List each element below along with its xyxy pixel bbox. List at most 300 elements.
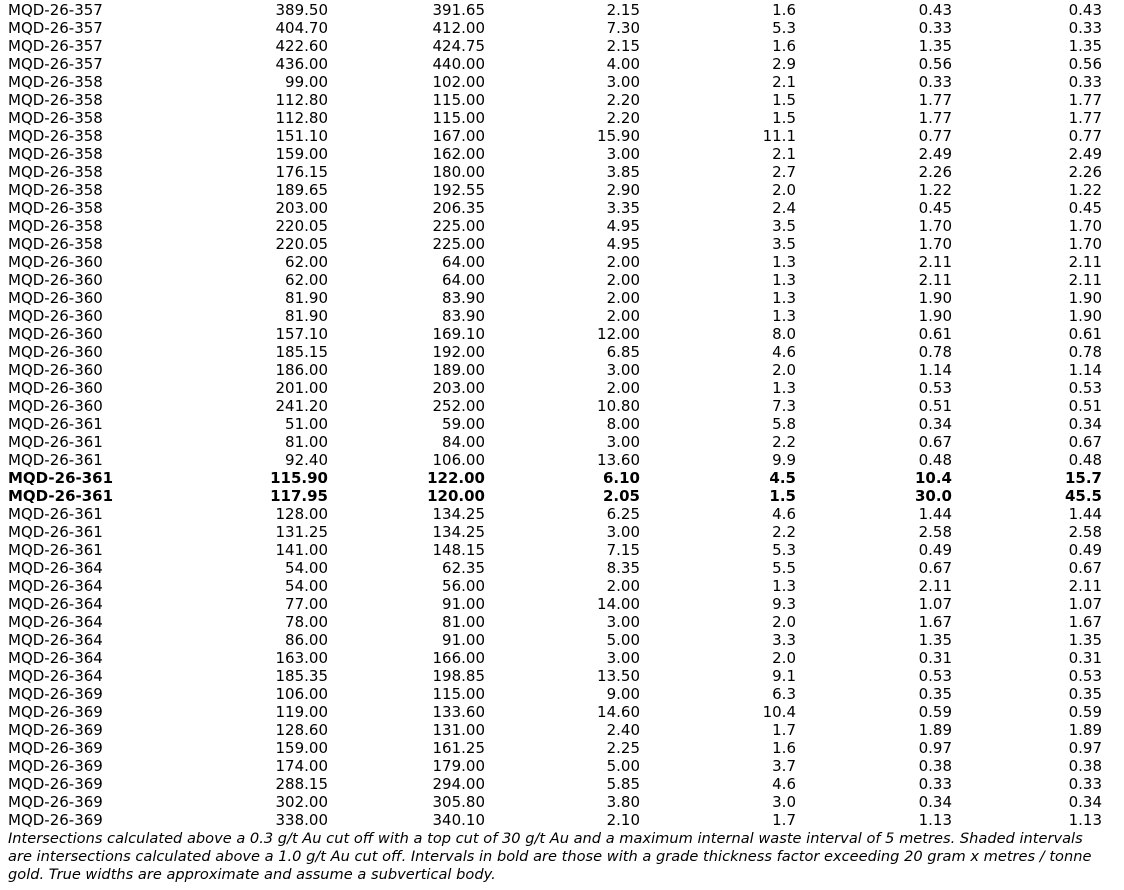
table-row [8, 127, 1102, 145]
au-cut-grade-cell: 0.33 [1068, 73, 1102, 91]
au-cut-grade-cell: 0.38 [1068, 757, 1102, 775]
table-row [8, 325, 1102, 343]
hole-id-cell: MQD-26-358 [8, 73, 103, 91]
to-cell: 305.80 [432, 793, 485, 811]
au-grade-cell: 1.77 [918, 91, 952, 109]
from-cell: 338.00 [275, 811, 328, 829]
interval-length-cell: 7.30 [606, 19, 640, 37]
interval-length-cell: 8.00 [606, 415, 640, 433]
true-width-cell: 9.3 [772, 595, 796, 613]
to-cell: 91.00 [442, 631, 485, 649]
to-cell: 115.00 [432, 109, 485, 127]
from-cell: 159.00 [275, 739, 328, 757]
hole-id-cell: MQD-26-364 [8, 577, 103, 595]
au-cut-grade-cell: 0.53 [1068, 667, 1102, 685]
interval-length-cell: 3.00 [606, 523, 640, 541]
interval-length-cell: 4.95 [606, 217, 640, 235]
au-cut-grade-cell: 0.43 [1068, 1, 1102, 19]
au-cut-grade-cell: 0.45 [1068, 199, 1102, 217]
au-grade-cell: 0.31 [918, 649, 952, 667]
from-cell: 106.00 [275, 685, 328, 703]
table-row [8, 1, 1102, 19]
hole-id-cell: MQD-26-364 [8, 595, 103, 613]
au-grade-cell: 1.35 [918, 631, 952, 649]
table-row [8, 19, 1102, 37]
au-cut-grade-cell: 45.5 [1064, 487, 1102, 505]
au-grade-cell: 0.56 [918, 55, 952, 73]
interval-length-cell: 4.00 [606, 55, 640, 73]
interval-length-cell: 2.20 [606, 91, 640, 109]
hole-id-cell: MQD-26-364 [8, 631, 103, 649]
to-cell: 106.00 [432, 451, 485, 469]
table-row [8, 541, 1102, 559]
au-cut-grade-cell: 0.34 [1068, 415, 1102, 433]
interval-length-cell: 3.00 [606, 361, 640, 379]
interval-length-cell: 3.00 [606, 73, 640, 91]
true-width-cell: 5.8 [772, 415, 796, 433]
au-grade-cell: 2.49 [918, 145, 952, 163]
interval-length-cell: 2.00 [606, 253, 640, 271]
from-cell: 151.10 [275, 127, 328, 145]
table-row [8, 235, 1102, 253]
true-width-cell: 1.7 [772, 721, 796, 739]
interval-length-cell: 3.00 [606, 145, 640, 163]
to-cell: 166.00 [432, 649, 485, 667]
from-cell: 112.80 [275, 91, 328, 109]
table-row [8, 811, 1102, 829]
au-cut-grade-cell: 1.70 [1068, 235, 1102, 253]
interval-length-cell: 9.00 [606, 685, 640, 703]
interval-length-cell: 5.00 [606, 757, 640, 775]
au-cut-grade-cell: 2.58 [1068, 523, 1102, 541]
au-cut-grade-cell: 0.31 [1068, 649, 1102, 667]
from-cell: 54.00 [285, 577, 328, 595]
to-cell: 59.00 [442, 415, 485, 433]
hole-id-cell: MQD-26-369 [8, 793, 103, 811]
to-cell: 225.00 [432, 235, 485, 253]
au-grade-cell: 0.38 [918, 757, 952, 775]
table-row [8, 163, 1102, 181]
au-cut-grade-cell: 2.11 [1068, 271, 1102, 289]
hole-id-cell: MQD-26-358 [8, 235, 103, 253]
interval-length-cell: 2.05 [602, 487, 640, 505]
table-row [8, 181, 1102, 199]
table-row [8, 775, 1102, 793]
hole-id-cell: MQD-26-361 [8, 415, 103, 433]
table-row [8, 433, 1102, 451]
from-cell: 176.15 [275, 163, 328, 181]
au-cut-grade-cell: 0.34 [1068, 793, 1102, 811]
au-cut-grade-cell: 0.49 [1068, 541, 1102, 559]
interval-length-cell: 3.00 [606, 649, 640, 667]
true-width-cell: 1.5 [772, 91, 796, 109]
hole-id-cell: MQD-26-369 [8, 685, 103, 703]
true-width-cell: 1.5 [772, 109, 796, 127]
to-cell: 120.00 [427, 487, 485, 505]
table-row [8, 667, 1102, 685]
true-width-cell: 2.2 [772, 523, 796, 541]
true-width-cell: 11.1 [762, 127, 796, 145]
interval-length-cell: 3.35 [606, 199, 640, 217]
au-grade-cell: 0.33 [918, 775, 952, 793]
true-width-cell: 4.5 [769, 469, 796, 487]
au-grade-cell: 0.49 [918, 541, 952, 559]
from-cell: 99.00 [285, 73, 328, 91]
to-cell: 134.25 [432, 505, 485, 523]
to-cell: 225.00 [432, 217, 485, 235]
to-cell: 192.55 [432, 181, 485, 199]
au-grade-cell: 1.70 [918, 235, 952, 253]
au-cut-grade-cell: 0.67 [1068, 433, 1102, 451]
true-width-cell: 4.6 [772, 775, 796, 793]
from-cell: 54.00 [285, 559, 328, 577]
table-row [8, 145, 1102, 163]
interval-length-cell: 2.00 [606, 289, 640, 307]
au-cut-grade-cell: 1.14 [1068, 361, 1102, 379]
hole-id-cell: MQD-26-358 [8, 217, 103, 235]
table-row [8, 595, 1102, 613]
table-row [8, 649, 1102, 667]
au-grade-cell: 0.78 [918, 343, 952, 361]
interval-length-cell: 5.85 [606, 775, 640, 793]
hole-id-cell: MQD-26-357 [8, 55, 103, 73]
table-row [8, 721, 1102, 739]
to-cell: 252.00 [432, 397, 485, 415]
au-grade-cell: 2.11 [918, 271, 952, 289]
true-width-cell: 1.3 [772, 289, 796, 307]
interval-length-cell: 6.10 [602, 469, 640, 487]
interval-length-cell: 4.95 [606, 235, 640, 253]
au-grade-cell: 1.90 [918, 289, 952, 307]
au-cut-grade-cell: 1.90 [1068, 289, 1102, 307]
table-row [8, 109, 1102, 127]
table-row [8, 91, 1102, 109]
from-cell: 81.90 [285, 307, 328, 325]
table-row [8, 397, 1102, 415]
au-grade-cell: 0.59 [918, 703, 952, 721]
from-cell: 404.70 [275, 19, 328, 37]
au-grade-cell: 10.4 [914, 469, 952, 487]
true-width-cell: 1.3 [772, 271, 796, 289]
table-row [8, 307, 1102, 325]
true-width-cell: 4.6 [772, 343, 796, 361]
au-grade-cell: 0.51 [918, 397, 952, 415]
interval-length-cell: 14.00 [597, 595, 640, 613]
au-cut-grade-cell: 1.67 [1068, 613, 1102, 631]
au-cut-grade-cell: 0.51 [1068, 397, 1102, 415]
hole-id-cell: MQD-26-364 [8, 613, 103, 631]
au-grade-cell: 2.26 [918, 163, 952, 181]
interval-length-cell: 2.00 [606, 379, 640, 397]
au-cut-grade-cell: 1.13 [1068, 811, 1102, 829]
true-width-cell: 1.3 [772, 577, 796, 595]
to-cell: 56.00 [442, 577, 485, 595]
au-grade-cell: 2.58 [918, 523, 952, 541]
au-grade-cell: 1.22 [918, 181, 952, 199]
to-cell: 162.00 [432, 145, 485, 163]
au-cut-grade-cell: 2.26 [1068, 163, 1102, 181]
true-width-cell: 3.0 [772, 793, 796, 811]
table-row [8, 613, 1102, 631]
to-cell: 412.00 [432, 19, 485, 37]
interval-length-cell: 10.80 [597, 397, 640, 415]
hole-id-cell: MQD-26-361 [8, 541, 103, 559]
au-cut-grade-cell: 2.49 [1068, 145, 1102, 163]
to-cell: 167.00 [432, 127, 485, 145]
drill-results-table [8, 1, 1102, 829]
interval-length-cell: 7.15 [606, 541, 640, 559]
true-width-cell: 4.6 [772, 505, 796, 523]
hole-id-cell: MQD-26-357 [8, 1, 103, 19]
true-width-cell: 2.0 [772, 649, 796, 667]
drill-results-table-body [8, 1, 1102, 829]
au-cut-grade-cell: 0.48 [1068, 451, 1102, 469]
true-width-cell: 5.3 [772, 541, 796, 559]
true-width-cell: 2.0 [772, 181, 796, 199]
table-row [8, 37, 1102, 55]
hole-id-cell: MQD-26-361 [8, 523, 103, 541]
interval-length-cell: 14.60 [597, 703, 640, 721]
interval-length-cell: 2.40 [606, 721, 640, 739]
au-grade-cell: 1.77 [918, 109, 952, 127]
from-cell: 186.00 [275, 361, 328, 379]
au-grade-cell: 0.67 [918, 559, 952, 577]
au-cut-grade-cell: 0.56 [1068, 55, 1102, 73]
table-row [8, 739, 1102, 757]
table-row [8, 451, 1102, 469]
to-cell: 83.90 [442, 307, 485, 325]
au-grade-cell: 0.43 [918, 1, 952, 19]
table-row [8, 577, 1102, 595]
au-cut-grade-cell: 0.97 [1068, 739, 1102, 757]
interval-length-cell: 2.00 [606, 577, 640, 595]
to-cell: 122.00 [427, 469, 485, 487]
hole-id-cell: MQD-26-360 [8, 397, 103, 415]
au-grade-cell: 2.11 [918, 577, 952, 595]
from-cell: 115.90 [270, 469, 328, 487]
hole-id-cell: MQD-26-364 [8, 649, 103, 667]
true-width-cell: 1.6 [772, 37, 796, 55]
table-row [8, 505, 1102, 523]
table-row [8, 559, 1102, 577]
from-cell: 128.00 [275, 505, 328, 523]
from-cell: 157.10 [275, 325, 328, 343]
from-cell: 185.35 [275, 667, 328, 685]
au-grade-cell: 1.07 [918, 595, 952, 613]
from-cell: 119.00 [275, 703, 328, 721]
to-cell: 81.00 [442, 613, 485, 631]
from-cell: 422.60 [275, 37, 328, 55]
true-width-cell: 2.0 [772, 613, 796, 631]
to-cell: 83.90 [442, 289, 485, 307]
interval-length-cell: 2.25 [606, 739, 640, 757]
from-cell: 62.00 [285, 271, 328, 289]
au-cut-grade-cell: 1.07 [1068, 595, 1102, 613]
from-cell: 241.20 [275, 397, 328, 415]
to-cell: 64.00 [442, 271, 485, 289]
au-grade-cell: 1.89 [918, 721, 952, 739]
hole-id-cell: MQD-26-357 [8, 37, 103, 55]
interval-length-cell: 2.10 [606, 811, 640, 829]
true-width-cell: 1.6 [772, 739, 796, 757]
au-cut-grade-cell: 0.59 [1068, 703, 1102, 721]
hole-id-cell: MQD-26-369 [8, 739, 103, 757]
to-cell: 424.75 [432, 37, 485, 55]
hole-id-cell: MQD-26-361 [8, 433, 103, 451]
to-cell: 340.10 [432, 811, 485, 829]
interval-length-cell: 6.25 [606, 505, 640, 523]
au-grade-cell: 0.61 [918, 325, 952, 343]
true-width-cell: 5.3 [772, 19, 796, 37]
to-cell: 294.00 [432, 775, 485, 793]
true-width-cell: 7.3 [772, 397, 796, 415]
au-grade-cell: 0.34 [918, 415, 952, 433]
table-row [8, 217, 1102, 235]
au-cut-grade-cell: 1.22 [1068, 181, 1102, 199]
table-row [8, 343, 1102, 361]
hole-id-cell: MQD-26-369 [8, 757, 103, 775]
from-cell: 163.00 [275, 649, 328, 667]
interval-length-cell: 13.50 [597, 667, 640, 685]
hole-id-cell: MQD-26-361 [8, 469, 114, 487]
table-row [8, 73, 1102, 91]
from-cell: 389.50 [275, 1, 328, 19]
true-width-cell: 1.6 [772, 1, 796, 19]
true-width-cell: 1.7 [772, 811, 796, 829]
to-cell: 180.00 [432, 163, 485, 181]
interval-length-cell: 3.80 [606, 793, 640, 811]
table-row [8, 757, 1102, 775]
interval-length-cell: 12.00 [597, 325, 640, 343]
au-grade-cell: 1.13 [918, 811, 952, 829]
table-row [8, 253, 1102, 271]
true-width-cell: 3.5 [772, 217, 796, 235]
au-cut-grade-cell: 0.35 [1068, 685, 1102, 703]
table-row [8, 415, 1102, 433]
interval-length-cell: 2.00 [606, 307, 640, 325]
hole-id-cell: MQD-26-369 [8, 775, 103, 793]
interval-length-cell: 15.90 [597, 127, 640, 145]
true-width-cell: 1.5 [769, 487, 796, 505]
au-grade-cell: 0.77 [918, 127, 952, 145]
true-width-cell: 3.3 [772, 631, 796, 649]
from-cell: 78.00 [285, 613, 328, 631]
to-cell: 206.35 [432, 199, 485, 217]
to-cell: 148.15 [432, 541, 485, 559]
true-width-cell: 1.3 [772, 253, 796, 271]
au-cut-grade-cell: 0.33 [1068, 775, 1102, 793]
hole-id-cell: MQD-26-358 [8, 145, 103, 163]
to-cell: 169.10 [432, 325, 485, 343]
true-width-cell: 2.1 [772, 145, 796, 163]
table-row [8, 487, 1102, 505]
from-cell: 302.00 [275, 793, 328, 811]
interval-length-cell: 2.20 [606, 109, 640, 127]
from-cell: 220.05 [275, 235, 328, 253]
hole-id-cell: MQD-26-360 [8, 253, 103, 271]
au-grade-cell: 0.45 [918, 199, 952, 217]
au-grade-cell: 0.34 [918, 793, 952, 811]
from-cell: 201.00 [275, 379, 328, 397]
au-cut-grade-cell: 1.77 [1068, 91, 1102, 109]
true-width-cell: 2.0 [772, 361, 796, 379]
from-cell: 174.00 [275, 757, 328, 775]
from-cell: 131.25 [275, 523, 328, 541]
au-cut-grade-cell: 15.7 [1064, 469, 1102, 487]
to-cell: 134.25 [432, 523, 485, 541]
hole-id-cell: MQD-26-357 [8, 19, 103, 37]
true-width-cell: 6.3 [772, 685, 796, 703]
to-cell: 179.00 [432, 757, 485, 775]
from-cell: 436.00 [275, 55, 328, 73]
hole-id-cell: MQD-26-358 [8, 91, 103, 109]
interval-length-cell: 2.15 [606, 37, 640, 55]
au-grade-cell: 2.11 [918, 253, 952, 271]
hole-id-cell: MQD-26-358 [8, 199, 103, 217]
au-grade-cell: 1.70 [918, 217, 952, 235]
table-row [8, 199, 1102, 217]
au-grade-cell: 0.35 [918, 685, 952, 703]
table-row [8, 289, 1102, 307]
table-row [8, 271, 1102, 289]
au-cut-grade-cell: 0.67 [1068, 559, 1102, 577]
table-row [8, 55, 1102, 73]
au-grade-cell: 0.48 [918, 451, 952, 469]
au-grade-cell: 0.53 [918, 667, 952, 685]
from-cell: 117.95 [270, 487, 328, 505]
au-cut-grade-cell: 1.70 [1068, 217, 1102, 235]
hole-id-cell: MQD-26-360 [8, 271, 103, 289]
hole-id-cell: MQD-26-358 [8, 127, 103, 145]
au-grade-cell: 30.0 [914, 487, 952, 505]
table-row [8, 523, 1102, 541]
from-cell: 159.00 [275, 145, 328, 163]
hole-id-cell: MQD-26-358 [8, 109, 103, 127]
hole-id-cell: MQD-26-364 [8, 667, 103, 685]
true-width-cell: 2.9 [772, 55, 796, 73]
au-grade-cell: 0.33 [918, 73, 952, 91]
interval-length-cell: 8.35 [606, 559, 640, 577]
from-cell: 62.00 [285, 253, 328, 271]
table-row [8, 379, 1102, 397]
au-cut-grade-cell: 1.77 [1068, 109, 1102, 127]
true-width-cell: 2.2 [772, 433, 796, 451]
to-cell: 84.00 [442, 433, 485, 451]
au-cut-grade-cell: 0.53 [1068, 379, 1102, 397]
au-cut-grade-cell: 1.90 [1068, 307, 1102, 325]
au-grade-cell: 1.44 [918, 505, 952, 523]
au-grade-cell: 0.53 [918, 379, 952, 397]
true-width-cell: 3.7 [772, 757, 796, 775]
to-cell: 198.85 [432, 667, 485, 685]
true-width-cell: 2.1 [772, 73, 796, 91]
from-cell: 288.15 [275, 775, 328, 793]
to-cell: 161.25 [432, 739, 485, 757]
au-cut-grade-cell: 0.61 [1068, 325, 1102, 343]
true-width-cell: 3.5 [772, 235, 796, 253]
au-cut-grade-cell: 2.11 [1068, 577, 1102, 595]
to-cell: 64.00 [442, 253, 485, 271]
interval-length-cell: 3.85 [606, 163, 640, 181]
au-cut-grade-cell: 0.78 [1068, 343, 1102, 361]
table-row [8, 631, 1102, 649]
table-row [8, 703, 1102, 721]
table-row [8, 685, 1102, 703]
true-width-cell: 8.0 [772, 325, 796, 343]
to-cell: 391.65 [432, 1, 485, 19]
from-cell: 189.65 [275, 181, 328, 199]
to-cell: 131.00 [432, 721, 485, 739]
